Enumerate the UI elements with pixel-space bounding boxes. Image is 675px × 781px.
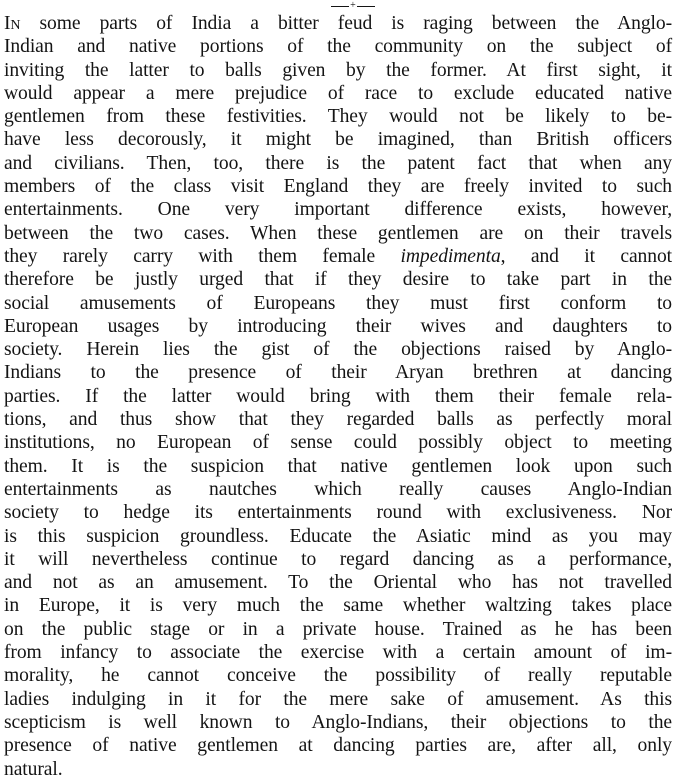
article-line: social amusements of Europeans they must first conform to [4,292,672,314]
article-line: in Europe, it is very much the same whether waltzing takes place [4,595,672,617]
article-line: and civilians. Then, too, there is the patent fact that when any [4,152,672,174]
article-line: members of the class visit England they are freely invited to such [4,176,672,198]
divider-rule-right [357,6,375,7]
divider-mark: + [350,0,356,12]
article-line: it will nevertheless continue to regard dancing as a performance, [4,548,672,570]
article-line: they rarely carry with them female impedimenta, and it cannot [4,245,672,267]
article-line: morality, he cannot conceive the possibility of really reputable [4,665,672,687]
article-line: society to hedge its entertainments round with exclusiveness. Nor [4,502,672,524]
article-line: therefore be justly urged that if they desire to take part in the [4,269,672,291]
article-line: Indians to the presence of their Aryan brethren at dancing [4,362,672,384]
italic-term: impedimenta [400,245,501,267]
opening-word: In [4,13,21,34]
article-line: from infancy to associate the exercise with a certain amount of im- [4,642,672,664]
article-line: entertainments as nautches which really causes Anglo-Indian [4,478,672,500]
newspaper-column [4,0,672,781]
article-line: them. It is the suspicion that native gentlemen look upon such [4,455,672,477]
article-line: presence of native gentlemen at dancing parties are, after all, only [4,735,672,757]
article-line: parties. If the latter would bring with them their female rela- [4,385,672,407]
article-line: institutions, no European of sense could possibly object to meeting [4,432,672,454]
article-line: Indian and native portions of the community on the subject of [4,36,672,58]
article-line: natural. [4,758,63,780]
article-line: tions, and thus show that they regarded balls as perfectly moral [4,409,672,431]
article-line: have less decorously, it might be imagined, than British officers [4,129,672,151]
section-divider-ornament [34,0,672,12]
article-line: scepticism is well known to Anglo-Indians, their objections to the [4,711,672,733]
article-body [4,12,672,781]
article-line: European usages by introducing their wives and daughters to [4,315,672,337]
divider-rule-left [331,6,349,7]
article-line: ladies indulging in it for the mere sake of amusement. As this [4,688,672,710]
article-line: on the public stage or in a private house. Trained as he has been [4,618,672,640]
article-line: gentlemen from these festivities. They would not be likely to be- [4,106,672,128]
article-line: entertainments. One very important difference exists, however, [4,199,672,221]
article-line: and not as an amusement. To the Oriental who has not travelled [4,572,672,594]
article-line: inviting the latter to balls given by the former. At first sight, it [4,59,672,81]
article-line: society. Herein lies the gist of the objections raised by Anglo- [4,339,672,361]
article-line: is this suspicion groundless. Educate the Asiatic mind as you may [4,525,672,547]
article-line: In some parts of India a bitter feud is raging between the Anglo- [4,13,672,34]
article-line: would appear a mere prejudice of race to exclude educated native [4,82,672,104]
article-line: between the two cases. When these gentlemen are on their travels [4,222,672,244]
